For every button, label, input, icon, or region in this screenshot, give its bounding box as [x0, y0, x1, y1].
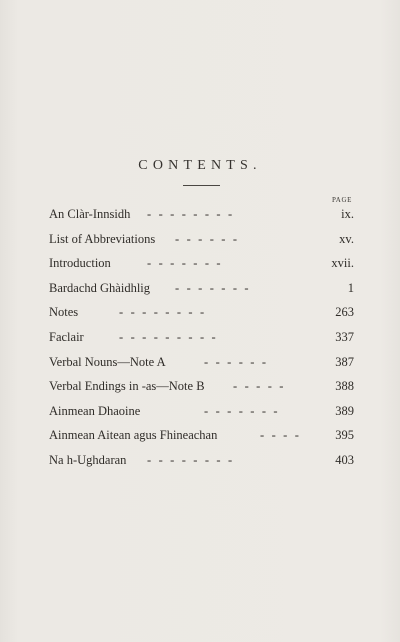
contents-row: [49, 329, 354, 354]
entry-title: Ainmean Dhaoine: [49, 403, 141, 418]
entry-page-number: xv.: [339, 231, 354, 246]
entry-page-number: 389: [335, 403, 354, 418]
page-column-header: PAGE: [331, 196, 352, 204]
entry-title: Verbal Nouns—Note A: [49, 354, 166, 369]
entry-page-number: xvii.: [331, 256, 354, 271]
dot-leader: - - - - - - -: [147, 256, 221, 271]
contents-row: [49, 231, 354, 256]
contents-row: [49, 403, 354, 428]
entry-title: Notes: [49, 305, 79, 320]
contents-row: [49, 255, 354, 280]
contents-row: [49, 280, 354, 305]
entry-page-number: 1: [347, 280, 354, 295]
entry-page-number: 387: [335, 354, 354, 369]
dot-leader: - - - - - - -: [175, 280, 249, 295]
dot-leader: - - - - - - - -: [147, 452, 233, 467]
dot-leader: - - - - - - -: [204, 403, 278, 418]
contents-row: [49, 427, 354, 452]
contents-row: [49, 354, 354, 379]
entry-page-number: 395: [335, 428, 354, 443]
entry-title: Faclair: [49, 329, 84, 344]
dot-leader: - - - - - - - -: [147, 207, 233, 221]
dot-leader: - - - - - - - -: [119, 305, 205, 320]
entry-title: Ainmean Aitean agus Fhineachan: [49, 428, 218, 443]
entry-page-number: 403: [335, 452, 354, 467]
entry-title: Introduction: [49, 256, 111, 271]
entry-page-number: 337: [335, 329, 354, 344]
page-title: CONTENTS.: [138, 158, 262, 173]
dot-leader: - - - - - -: [175, 231, 237, 246]
dot-leader: - - - -: [260, 428, 299, 443]
entry-title: Na h-Ughdaran: [49, 452, 127, 467]
contents-row: [49, 206, 354, 231]
contents-row: [49, 304, 354, 329]
entry-page-number: 388: [335, 379, 354, 394]
contents-list: [49, 206, 354, 477]
dot-leader: - - - - - - - - -: [119, 329, 216, 344]
dot-leader: - - - - - -: [204, 354, 266, 369]
entry-title: Verbal Endings in -as—Note B: [49, 379, 205, 394]
contents-row: [49, 378, 354, 403]
contents-row: [49, 452, 354, 477]
entry-title: List of Abbreviations: [49, 231, 156, 246]
dot-leader: - - - - -: [233, 379, 284, 394]
entry-title: An Clàr-Innsidh: [49, 207, 131, 221]
title-rule: [183, 185, 220, 186]
entry-page-number: ix.: [341, 207, 354, 221]
entry-title: Bardachd Ghàidhlig: [49, 280, 151, 295]
entry-page-number: 263: [335, 305, 354, 320]
